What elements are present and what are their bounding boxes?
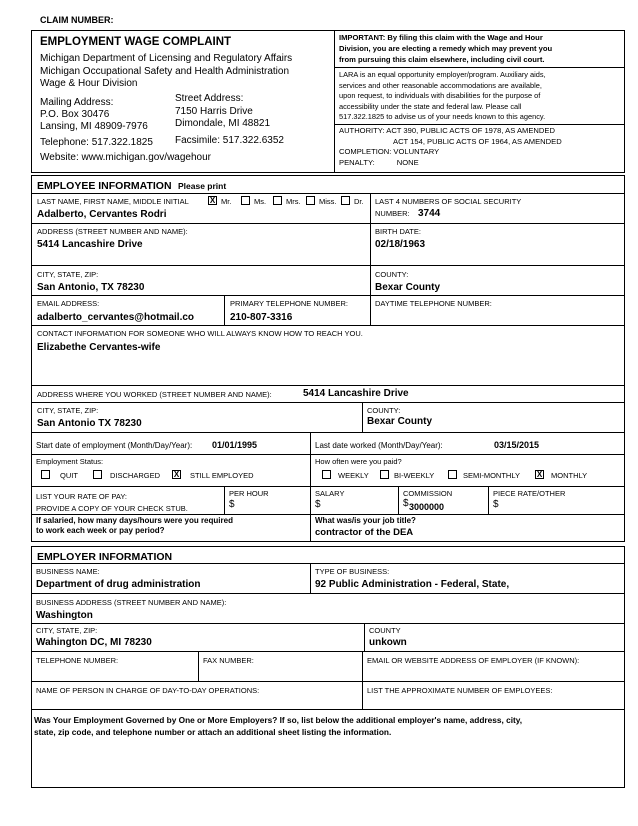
- employment-status-label: Employment Status:: [36, 457, 104, 466]
- hours-label: If salaried, how many days/hours were you required to work each week or pay period?: [36, 516, 233, 535]
- mr-label: Mr.: [221, 197, 232, 206]
- employer-county-value[interactable]: unkown: [369, 637, 407, 648]
- rate-label-1: LIST YOUR RATE OF PAY:: [36, 492, 127, 501]
- street-line-2: Dimondale, MI 48821: [175, 118, 271, 129]
- commission-dollar: $: [403, 498, 409, 509]
- rule: [310, 486, 311, 514]
- city-value[interactable]: San Antonio, TX 78230: [37, 282, 145, 293]
- rule: [31, 193, 625, 194]
- agency-line-2: Michigan Occupational Safety and Health Administration: [40, 66, 290, 77]
- rule: [310, 563, 311, 593]
- rule: [370, 193, 371, 223]
- employee-name-value[interactable]: Adalberto, Cervantes Rodri: [37, 209, 167, 220]
- miss-checkbox[interactable]: [306, 196, 315, 205]
- start-date-value[interactable]: 01/01/1995: [212, 440, 258, 450]
- email-label: EMAIL ADDRESS:: [37, 299, 100, 308]
- employee-section-note: Please print: [178, 181, 227, 191]
- rule: [31, 514, 625, 515]
- work-county-value[interactable]: Bexar County: [367, 416, 433, 427]
- rule: [362, 402, 363, 432]
- mailing-label: Mailing Address:: [40, 97, 114, 108]
- rule: [310, 514, 311, 542]
- quit-label: QUIT: [60, 471, 78, 480]
- rule: [362, 681, 363, 709]
- email-value[interactable]: adalberto_cervantes@hotmail.co: [37, 312, 195, 323]
- salary-value[interactable]: $: [315, 499, 321, 510]
- mr-checkbox[interactable]: X: [209, 196, 216, 205]
- rule: [310, 454, 311, 486]
- rule: [31, 432, 625, 433]
- mrs-checkbox[interactable]: [273, 196, 282, 205]
- per-hour-value[interactable]: $: [229, 499, 235, 510]
- penalty-label: PENALTY:: [339, 157, 375, 167]
- business-address-label: BUSINESS ADDRESS (STREET NUMBER AND NAME):: [36, 598, 227, 607]
- rule: [31, 593, 625, 594]
- rule: [31, 709, 625, 710]
- piece-rate-label: PIECE RATE/OTHER: [493, 489, 566, 498]
- still-employed-checkbox[interactable]: X: [173, 470, 180, 479]
- rule: [31, 402, 625, 403]
- claim-number-label: CLAIM NUMBER:: [40, 15, 114, 25]
- commission-value[interactable]: 3000000: [409, 502, 445, 512]
- weekly-label: WEEKLY: [338, 471, 369, 480]
- rule: [488, 486, 489, 514]
- rule: [31, 486, 625, 487]
- start-date-label: Start date of employment (Month/Day/Year):: [36, 441, 193, 450]
- contact-label: CONTACT INFORMATION FOR SOMEONE WHO WILL ALWAYS KNOW HOW TO REACH YOU.: [37, 329, 363, 338]
- primary-phone-value[interactable]: 210-807-3316: [230, 312, 293, 323]
- rule: [31, 385, 625, 386]
- penalty-value: NONE: [396, 157, 419, 167]
- agency-website: Website: www.michigan.gov/wagehour: [40, 152, 212, 163]
- header-divider: [334, 30, 335, 173]
- commission-label: COMMISSION: [403, 489, 453, 498]
- rule: [370, 223, 371, 265]
- work-city-label: CITY, STATE, ZIP:: [37, 406, 99, 415]
- employer-county-label: COUNTY: [369, 626, 401, 635]
- business-name-label: BUSINESS NAME:: [36, 567, 100, 576]
- person-in-charge-label: NAME OF PERSON IN CHARGE OF DAY-TO-DAY OPERATIONS:: [36, 686, 260, 695]
- employer-fax-label: FAX NUMBER:: [203, 656, 254, 665]
- address-value[interactable]: 5414 Lancashire Drive: [37, 239, 143, 250]
- semimonthly-label: SEMI-MONTHLY: [463, 471, 520, 480]
- employee-count-label: LIST THE APPROXIMATE NUMBER OF EMPLOYEES:: [367, 686, 553, 695]
- rule: [31, 325, 625, 326]
- miss-label: Miss.: [319, 197, 337, 206]
- pay-frequency-label: How often were you paid?: [315, 457, 402, 466]
- weekly-checkbox[interactable]: [322, 470, 331, 479]
- work-city-value[interactable]: San Antonio TX 78230: [37, 418, 142, 429]
- rule: [398, 486, 399, 514]
- semimonthly-checkbox[interactable]: [448, 470, 457, 479]
- employer-email-label: EMAIL OR WEBSITE ADDRESS OF EMPLOYER (IF KNOWN):: [367, 656, 580, 665]
- business-name-value[interactable]: Department of drug administration: [36, 579, 201, 590]
- last-date-label: Last date worked (Month/Day/Year):: [315, 441, 443, 450]
- rule: [362, 651, 363, 681]
- notice-divider-1: [334, 67, 625, 68]
- agency-line-3: Wage & Hour Division: [40, 78, 138, 89]
- rate-label-2: PROVIDE A COPY OF YOUR CHECK STUB.: [36, 504, 188, 513]
- ssn-label-2: NUMBER:: [375, 209, 410, 218]
- discharged-label: DISCHARGED: [110, 471, 161, 480]
- work-address-value[interactable]: 5414 Lancashire Drive: [303, 388, 409, 399]
- still-employed-label: STILL EMPLOYED: [190, 471, 254, 480]
- birth-date-value[interactable]: 02/18/1963: [375, 239, 426, 250]
- dr-checkbox[interactable]: [341, 196, 350, 205]
- business-type-value[interactable]: 92 Public Administration - Federal, State,: [315, 579, 510, 590]
- rule: [31, 563, 625, 564]
- employer-section-title: EMPLOYER INFORMATION: [37, 551, 173, 563]
- last-date-value[interactable]: 03/15/2015: [494, 440, 540, 450]
- piece-rate-value[interactable]: $: [493, 499, 499, 510]
- rule: [224, 486, 225, 514]
- rule: [198, 651, 199, 681]
- name-label: LAST NAME, FIRST NAME, MIDDLE INITIAL: [37, 197, 189, 206]
- authority-notice: AUTHORITY: ACT 390, PUBLIC ACTS OF 1978, AS AMENDED ACT 154, PUBLIC ACTS OF 1964, AS AMENDED COMPLETION: VOLUNTARY PENALTY: NONE: [339, 126, 562, 167]
- employer-phone-label: TELEPHONE NUMBER:: [36, 656, 119, 665]
- rule: [31, 265, 625, 266]
- rule: [31, 651, 625, 652]
- street-line-1: 7150 Harris Drive: [175, 106, 253, 117]
- rule: [370, 295, 371, 325]
- biweekly-checkbox[interactable]: [380, 470, 389, 479]
- business-type-label: TYPE OF BUSINESS:: [315, 567, 390, 576]
- rule: [31, 223, 625, 224]
- rule: [31, 623, 625, 624]
- important-notice: IMPORTANT: By filing this claim with the Wage and Hour Division, you are electing a remedy which may prevent you from pursuing this claim elsewhere, including civil court.: [339, 33, 553, 64]
- county-value[interactable]: Bexar County: [375, 282, 441, 293]
- employee-section-title: EMPLOYEE INFORMATION: [37, 180, 172, 192]
- monthly-checkbox[interactable]: X: [536, 470, 543, 479]
- rule: [370, 265, 371, 295]
- daytime-phone-label: DAYTIME TELEPHONE NUMBER:: [375, 299, 492, 308]
- job-title-label: What was/is your job title?: [315, 516, 416, 525]
- ms-label: Ms.: [254, 197, 267, 206]
- work-address-label: ADDRESS WHERE YOU WORKED (STREET NUMBER AND NAME):: [37, 390, 272, 399]
- business-address-value[interactable]: Washington: [36, 610, 93, 621]
- address-label: ADDRESS (STREET NUMBER AND NAME):: [37, 227, 188, 236]
- mrs-label: Mrs.: [286, 197, 301, 206]
- agency-line-1: Michigan Department of Licensing and Regulatory Affairs: [40, 53, 293, 64]
- ms-checkbox[interactable]: [241, 196, 250, 205]
- rule: [31, 454, 625, 455]
- mailing-line-2: Lansing, MI 48909-7976: [40, 121, 148, 132]
- rule: [31, 681, 625, 682]
- agency-facsimile: Facsimile: 517.322.6352: [175, 135, 284, 146]
- county-label: COUNTY:: [375, 270, 409, 279]
- employer-city-value[interactable]: Wahington DC, MI 78230: [36, 637, 152, 648]
- street-label: Street Address:: [175, 93, 244, 104]
- agency-telephone: Telephone: 517.322.1825: [40, 137, 153, 148]
- rule: [31, 295, 625, 296]
- form-title: EMPLOYMENT WAGE COMPLAINT: [40, 36, 232, 48]
- multiple-employers-question: Was Your Employment Governed by One or More Employers? If so, list below the additional employer's name, address, city, state, zip code, and telephone number or attach an additional sheet listing the information.: [34, 715, 523, 737]
- work-county-label: COUNTY:: [367, 406, 401, 415]
- dr-label: Dr.: [354, 197, 364, 206]
- mailing-line-1: P.O. Box 30476: [40, 109, 110, 120]
- notice-divider-2: [334, 124, 625, 125]
- rule: [310, 432, 311, 454]
- city-label: CITY, STATE, ZIP:: [37, 270, 99, 279]
- quit-checkbox[interactable]: [41, 470, 50, 479]
- primary-phone-label: PRIMARY TELEPHONE NUMBER:: [230, 299, 348, 308]
- job-title-value[interactable]: contractor of the DEA: [315, 527, 414, 538]
- biweekly-label: BI-WEEKLY: [394, 471, 435, 480]
- employer-city-label: CITY, STATE, ZIP:: [36, 626, 98, 635]
- monthly-label: MONTHLY: [551, 471, 588, 480]
- ssn-label-1: LAST 4 NUMBERS OF SOCIAL SECURITY: [375, 197, 522, 206]
- discharged-checkbox[interactable]: [93, 470, 102, 479]
- salary-label: SALARY: [315, 489, 345, 498]
- contact-value[interactable]: Elizabethe Cervantes-wife: [37, 342, 161, 353]
- rule: [364, 623, 365, 651]
- per-hour-label: PER HOUR: [229, 489, 269, 498]
- rule: [224, 295, 225, 325]
- lara-notice: LARA is an equal opportunity employer/program. Auxiliary aids, services and other reasonable accommodations are available, upon request, to individuals with disabilities for the purpose of accessibility under the state and federal law. Please call 517.322.1825 to advise us of your needs known to this agency.: [339, 70, 546, 121]
- ssn-value[interactable]: 3744: [418, 208, 441, 219]
- birth-date-label: BIRTH DATE:: [375, 227, 421, 236]
